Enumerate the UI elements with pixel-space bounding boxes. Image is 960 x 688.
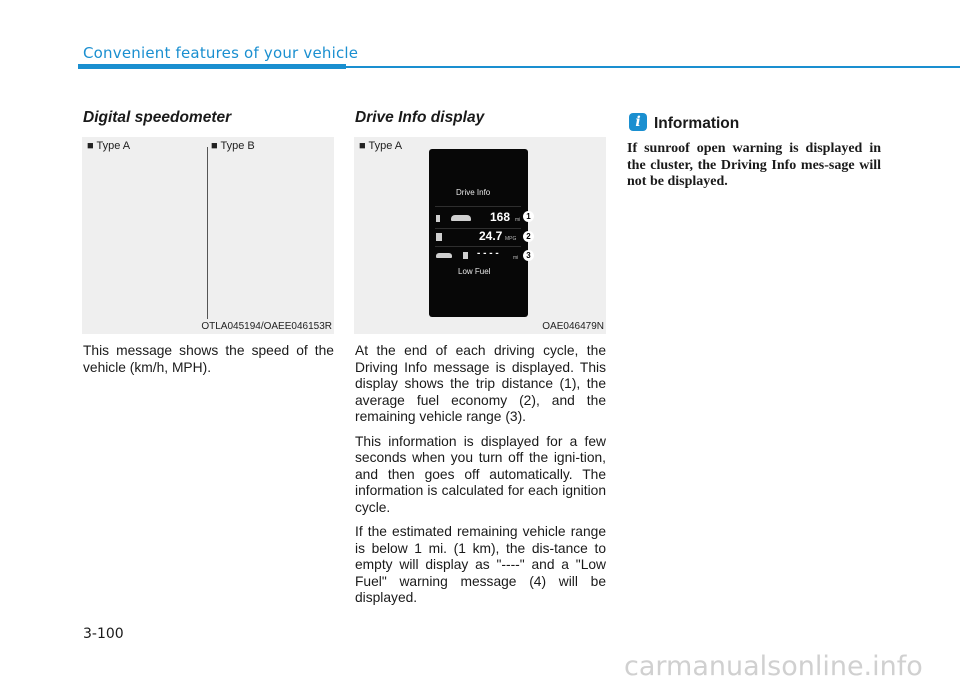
remaining-range-unit: mi — [513, 255, 519, 261]
callout-1: 1 — [523, 211, 534, 222]
callout-3: 3 — [523, 250, 534, 261]
section-header-title: Convenient features of your vehicle — [83, 44, 359, 62]
info-icon: i — [629, 113, 647, 131]
cluster-separator — [435, 206, 521, 207]
fuel-economy-unit: MPG — [505, 236, 517, 242]
drive-info-title: Drive Info display — [355, 109, 485, 126]
type-a-label: ■ Type A — [87, 140, 131, 152]
car-icon — [436, 253, 452, 258]
information-title: Information — [654, 115, 740, 132]
type-b-label: ■ Type B — [211, 140, 255, 152]
drive-info-paragraph: If the estimated remaining vehicle range is below 1 mi. (1 km), the dis-tance to empty will display as "----" and a "Low Fuel" warning message (4) will be displayed. — [355, 524, 606, 605]
low-fuel-warning: Low Fuel — [458, 267, 491, 276]
speedometer-body: This message shows the speed of the vehicle (km/h, MPH). — [83, 343, 334, 375]
fuel-pump-icon — [463, 252, 468, 259]
drive-info-figure-caption: OAE046479N — [542, 321, 604, 332]
speedometer-figure-caption: OTLA045194/OAEE046153R — [201, 321, 332, 332]
remaining-range-value: - - - - — [477, 248, 499, 259]
header-rule-line — [346, 66, 960, 68]
drive-info-type-a-label: ■ Type A — [359, 140, 403, 152]
cluster-heading: Drive Info — [456, 188, 491, 197]
trip-icon — [436, 215, 440, 222]
cluster-separator — [435, 246, 521, 247]
information-body: If sunroof open warning is displayed in the cluster, the Driving Info mes-sage will not be displayed. — [627, 141, 881, 189]
car-icon — [451, 215, 471, 221]
header-rule-accent — [78, 64, 346, 69]
watermark-text: carmanualsonline.info — [624, 651, 923, 682]
cluster-separator — [435, 228, 521, 229]
callout-2: 2 — [523, 231, 534, 242]
page-number: 3-100 — [83, 626, 124, 642]
speedometer-title: Digital speedometer — [83, 109, 232, 126]
trip-distance-value: 168 — [490, 210, 511, 224]
trip-distance-unit: mi — [515, 217, 521, 223]
cluster-display — [429, 149, 528, 317]
speedometer-figure — [82, 137, 334, 334]
drive-info-paragraph: At the end of each driving cycle, the Driving Info message is displayed. This display shows the trip distance (1), the average fuel economy (2), and the remaining vehicle range (3). — [355, 343, 606, 424]
fuel-economy-value: 24.7 — [479, 229, 503, 243]
fuel-pump-icon — [436, 233, 442, 241]
figure-divider — [207, 147, 208, 319]
drive-info-body — [355, 343, 606, 615]
drive-info-paragraph: This information is displayed for a few seconds when you turn off the igni-tion, and then goes off automatically. The information is calculated for each ignition cycle. — [355, 433, 606, 515]
